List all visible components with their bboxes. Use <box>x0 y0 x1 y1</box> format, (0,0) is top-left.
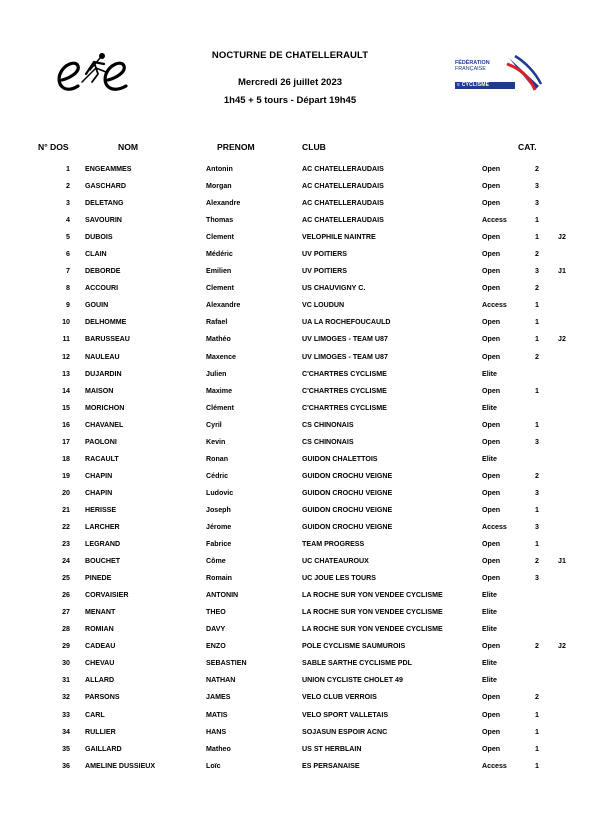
cell-prenom: Kevin <box>206 437 226 446</box>
cell-type: Open <box>482 557 501 566</box>
cell-cat: 1 <box>535 505 539 514</box>
ffc-logo-bar: ≡ CYCLISME <box>455 82 515 89</box>
cell-club: AC CHATELLERAUDAIS <box>302 165 384 173</box>
cell-club: UV POITIERS <box>302 267 347 276</box>
cell-club: VELOPHILE NAINTRE <box>302 233 376 242</box>
cell-dos: 30 <box>62 659 70 668</box>
cell-nom: DUBOIS <box>85 233 113 242</box>
cell-type: Access <box>482 522 507 531</box>
cell-cat: 2 <box>535 165 539 173</box>
cell-nom: RULLIER <box>85 727 116 736</box>
cell-type: Elite <box>482 369 497 378</box>
table-row <box>0 574 600 591</box>
cell-prenom: DAVY <box>206 625 226 634</box>
cell-club: C'CHARTRES CYCLISME <box>302 403 387 412</box>
table-row <box>0 728 600 745</box>
table-row <box>0 250 600 267</box>
table-header <box>0 142 600 156</box>
cell-prenom: HANS <box>206 727 227 736</box>
cell-club: GUIDON CHALETTOIS <box>302 454 378 463</box>
cell-nom: ACCOURI <box>85 284 119 293</box>
cell-type: Open <box>482 693 501 702</box>
cell-dos: 21 <box>62 505 70 514</box>
cell-dos: 28 <box>62 625 70 634</box>
cell-club: LA ROCHE SUR YON VENDEE CYCLISME <box>302 625 443 634</box>
cell-nom: ROMIAN <box>85 625 114 634</box>
cell-prenom: JAMES <box>206 693 231 702</box>
cell-sub: J2 <box>558 335 566 344</box>
cell-dos: 23 <box>62 540 70 549</box>
cell-type: Open <box>482 420 501 429</box>
cell-type: Open <box>482 471 501 480</box>
cell-prenom: Morgan <box>206 182 232 191</box>
cell-dos: 31 <box>62 676 70 685</box>
table-row <box>0 591 600 608</box>
cell-prenom: Maxence <box>206 352 236 361</box>
cell-type: Open <box>482 267 501 276</box>
table-row <box>0 676 600 693</box>
cell-nom: PINEDE <box>85 574 112 583</box>
cell-club: UV POITIERS <box>302 250 347 259</box>
cell-club: TEAM PROGRESS <box>302 540 365 549</box>
header-cat: CAT. <box>518 142 537 152</box>
cell-nom: MAISON <box>85 386 114 395</box>
cell-type: Open <box>482 318 501 327</box>
ffc-logo-text: FÉDÉRATION FRANÇAISE <box>455 60 490 72</box>
table-row <box>0 438 600 455</box>
cell-nom: PARSONS <box>85 693 120 702</box>
cell-prenom: Clement <box>206 233 234 242</box>
cell-dos: 18 <box>62 454 70 463</box>
cell-club: CS CHINONAIS <box>302 420 354 429</box>
cell-club: UV LIMOGES - TEAM U87 <box>302 352 388 361</box>
cell-type: Open <box>482 710 501 719</box>
cell-dos: 12 <box>62 352 70 361</box>
cell-nom: DELETANG <box>85 199 124 208</box>
cell-club: UC CHATEAUROUX <box>302 557 369 566</box>
table-row <box>0 284 600 301</box>
cell-club: CS CHINONAIS <box>302 437 354 446</box>
cell-dos: 11 <box>62 335 70 344</box>
ffc-swoosh-icon <box>505 54 547 94</box>
cell-type: Elite <box>482 454 497 463</box>
header-club: CLUB <box>302 142 326 152</box>
cell-prenom: Côme <box>206 557 226 566</box>
club-logo-cyclist <box>52 44 148 100</box>
cell-cat: 3 <box>535 199 539 208</box>
cell-prenom: Fabrice <box>206 540 232 549</box>
cell-nom: GAILLARD <box>85 744 122 753</box>
cell-dos: 20 <box>62 488 70 497</box>
cell-dos: 17 <box>62 437 70 446</box>
cell-dos: 7 <box>66 267 70 276</box>
cell-prenom: MATIS <box>206 710 228 719</box>
cell-dos: 29 <box>62 642 70 651</box>
cell-nom: CHEVAU <box>85 659 115 668</box>
table-row <box>0 182 600 199</box>
cell-nom: AMELINE DUSSIEUX <box>85 761 156 770</box>
cell-prenom: Ronan <box>206 454 229 463</box>
cell-prenom: THEO <box>206 608 226 617</box>
cell-club: C'CHARTRES CYCLISME <box>302 386 387 395</box>
cell-club: UA LA ROCHEFOUCAULD <box>302 318 391 327</box>
table-row <box>0 472 600 489</box>
cell-type: Open <box>482 165 501 173</box>
cell-nom: BARUSSEAU <box>85 335 130 344</box>
cell-cat: 2 <box>535 352 539 361</box>
cell-club: VELO CLUB VERROIS <box>302 693 377 702</box>
cell-nom: DEBORDE <box>85 267 121 276</box>
cell-club: GUIDON CROCHU VEIGNE <box>302 505 393 514</box>
cell-cat: 2 <box>535 557 539 566</box>
cell-prenom: ENZO <box>206 642 226 651</box>
cell-dos: 6 <box>66 250 70 259</box>
cell-nom: CLAIN <box>85 250 107 259</box>
cell-cat: 1 <box>535 318 539 327</box>
cell-cat: 1 <box>535 301 539 310</box>
cell-type: Open <box>482 540 501 549</box>
cell-prenom: Rafael <box>206 318 228 327</box>
cell-club: US CHAUVIGNY C. <box>302 284 366 293</box>
cell-dos: 14 <box>62 386 70 395</box>
cell-club: ES PERSANAISE <box>302 761 360 770</box>
cell-dos: 8 <box>66 284 70 293</box>
table-row <box>0 387 600 404</box>
cell-cat: 2 <box>535 693 539 702</box>
cell-prenom: Alexandre <box>206 199 241 208</box>
table-row <box>0 353 600 370</box>
cell-prenom: Matheo <box>206 744 231 753</box>
cell-type: Elite <box>482 403 497 412</box>
table-row <box>0 745 600 762</box>
cell-cat: 1 <box>535 386 539 395</box>
cell-prenom: Ludovic <box>206 488 234 497</box>
cell-club: GUIDON CROCHU VEIGNE <box>302 471 393 480</box>
cell-cat: 1 <box>535 335 539 344</box>
table-row <box>0 762 600 779</box>
cell-type: Open <box>482 199 501 208</box>
cell-cat: 1 <box>535 761 539 770</box>
cell-type: Open <box>482 250 501 259</box>
cell-type: Open <box>482 642 501 651</box>
cell-type: Open <box>482 488 501 497</box>
cell-prenom: Clement <box>206 284 234 293</box>
table-row <box>0 233 600 250</box>
cell-nom: CORVAISIER <box>85 591 129 600</box>
cell-dos: 24 <box>62 557 70 566</box>
cell-dos: 4 <box>66 216 70 225</box>
table-row <box>0 455 600 472</box>
cell-club: C'CHARTRES CYCLISME <box>302 369 387 378</box>
cell-prenom: Mathéo <box>206 335 231 344</box>
cell-dos: 35 <box>62 744 70 753</box>
table-row <box>0 216 600 233</box>
event-title: NOCTURNE DE CHATELLERAULT <box>211 50 369 61</box>
cell-sub: J1 <box>558 267 566 276</box>
cell-club: UNION CYCLISTE CHOLET 49 <box>302 676 403 685</box>
cell-nom: DELHOMME <box>85 318 127 327</box>
table-row <box>0 370 600 387</box>
cell-club: AC CHATELLERAUDAIS <box>302 216 384 225</box>
cell-prenom: Maxime <box>206 386 233 395</box>
cell-nom: LARCHER <box>85 522 120 531</box>
cell-type: Open <box>482 284 501 293</box>
cell-sub: J1 <box>558 557 566 566</box>
cell-club: GUIDON CROCHU VEIGNE <box>302 522 393 531</box>
cell-cat: 1 <box>535 216 539 225</box>
cell-club: UC JOUE LES TOURS <box>302 574 376 583</box>
table-row <box>0 335 600 352</box>
cell-dos: 33 <box>62 710 70 719</box>
cell-dos: 27 <box>62 608 70 617</box>
cell-type: Access <box>482 301 507 310</box>
event-schedule: 1h45 + 5 tours - Départ 19h45 <box>223 95 357 106</box>
table-row <box>0 711 600 728</box>
cell-cat: 3 <box>535 574 539 583</box>
cell-nom: DUJARDIN <box>85 369 122 378</box>
cell-dos: 10 <box>62 318 70 327</box>
cell-type: Elite <box>482 676 497 685</box>
cell-dos: 25 <box>62 574 70 583</box>
table-row <box>0 557 600 574</box>
cell-dos: 22 <box>62 522 70 531</box>
cell-sub: J2 <box>558 233 566 242</box>
header-dos: N° DOS <box>38 142 69 152</box>
cell-club: SABLE SARTHE CYCLISME PDL <box>302 659 412 668</box>
cell-prenom: Clément <box>206 403 234 412</box>
cell-cat: 3 <box>535 182 539 191</box>
table-row <box>0 199 600 216</box>
cell-cat: 1 <box>535 710 539 719</box>
cell-prenom: Thomas <box>206 216 234 225</box>
table-row <box>0 165 600 182</box>
cell-cat: 1 <box>535 727 539 736</box>
cell-type: Elite <box>482 625 497 634</box>
table-row <box>0 421 600 438</box>
cell-nom: CHAPIN <box>85 488 113 497</box>
cell-prenom: ANTONIN <box>206 591 239 600</box>
cell-club: POLE CYCLISME SAUMUROIS <box>302 642 406 651</box>
table-row <box>0 540 600 557</box>
header-nom: NOM <box>118 142 139 152</box>
table-row <box>0 506 600 523</box>
cell-cat: 3 <box>535 267 539 276</box>
cell-type: Open <box>482 182 501 191</box>
cell-nom: HERISSE <box>85 505 117 514</box>
cell-dos: 3 <box>66 199 70 208</box>
cell-club: VC LOUDUN <box>302 301 345 310</box>
cell-prenom: Jérome <box>206 522 232 531</box>
cell-prenom: SEBASTIEN <box>206 659 247 668</box>
cell-dos: 16 <box>62 420 70 429</box>
event-title-block <box>180 50 400 106</box>
cell-type: Open <box>482 335 501 344</box>
cell-prenom: Cédric <box>206 471 229 480</box>
cell-dos: 2 <box>66 182 70 191</box>
cell-club: LA ROCHE SUR YON VENDEE CYCLISME <box>302 591 443 600</box>
table-row <box>0 404 600 421</box>
header-prenom: PRENOM <box>217 142 255 152</box>
cell-cat: 2 <box>535 250 539 259</box>
cell-type: Open <box>482 505 501 514</box>
cell-prenom: Loïc <box>206 761 221 770</box>
cell-cat: 1 <box>535 540 539 549</box>
cell-prenom: Emilien <box>206 267 232 276</box>
cell-nom: CADEAU <box>85 642 116 651</box>
cell-type: Access <box>482 216 507 225</box>
cell-nom: CHAVANEL <box>85 420 124 429</box>
table-row <box>0 523 600 540</box>
cell-dos: 1 <box>66 165 70 173</box>
cell-nom: CARL <box>85 710 105 719</box>
cell-cat: 1 <box>535 744 539 753</box>
cell-prenom: Antonin <box>206 165 233 173</box>
cell-type: Open <box>482 386 501 395</box>
cell-cat: 2 <box>535 471 539 480</box>
cell-sub: J2 <box>558 642 566 651</box>
table-row <box>0 642 600 659</box>
cell-club: AC CHATELLERAUDAIS <box>302 199 384 208</box>
rider-list <box>0 165 600 779</box>
cell-cat: 2 <box>535 642 539 651</box>
cell-type: Open <box>482 233 501 242</box>
cell-nom: NAULEAU <box>85 352 120 361</box>
cell-cat: 3 <box>535 522 539 531</box>
cell-type: Open <box>482 352 501 361</box>
cell-cat: 1 <box>535 233 539 242</box>
event-date: Mercredi 26 juillet 2023 <box>237 77 343 88</box>
cell-nom: MORICHON <box>85 403 125 412</box>
cell-club: GUIDON CROCHU VEIGNE <box>302 488 393 497</box>
table-row <box>0 489 600 506</box>
ffc-logo <box>455 52 547 102</box>
cell-nom: ENGEAMMES <box>85 165 132 173</box>
cell-nom: LEGRAND <box>85 540 121 549</box>
cell-dos: 9 <box>66 301 70 310</box>
cell-cat: 1 <box>535 420 539 429</box>
cell-nom: GOUIN <box>85 301 109 310</box>
table-row <box>0 659 600 676</box>
cell-cat: 2 <box>535 284 539 293</box>
cell-type: Elite <box>482 608 497 617</box>
table-row <box>0 267 600 284</box>
cell-prenom: Romain <box>206 574 233 583</box>
cell-prenom: Julien <box>206 369 227 378</box>
cell-prenom: NATHAN <box>206 676 236 685</box>
table-row <box>0 301 600 318</box>
cell-nom: ALLARD <box>85 676 115 685</box>
cell-cat: 3 <box>535 437 539 446</box>
cell-club: AC CHATELLERAUDAIS <box>302 182 384 191</box>
cell-dos: 32 <box>62 693 70 702</box>
cell-cat: 3 <box>535 488 539 497</box>
cell-prenom: Alexandre <box>206 301 241 310</box>
cell-dos: 15 <box>62 403 70 412</box>
cell-dos: 19 <box>62 471 70 480</box>
cell-dos: 13 <box>62 369 70 378</box>
cell-type: Open <box>482 744 501 753</box>
cell-nom: BOUCHET <box>85 557 121 566</box>
cell-type: Open <box>482 574 501 583</box>
cell-type: Open <box>482 437 501 446</box>
table-row <box>0 608 600 625</box>
cell-type: Elite <box>482 591 497 600</box>
cell-club: SOJASUN ESPOIR ACNC <box>302 727 388 736</box>
cell-prenom: Médéric <box>206 250 233 259</box>
cell-club: US ST HERBLAIN <box>302 744 362 753</box>
cell-dos: 34 <box>62 727 70 736</box>
cell-nom: PAOLONI <box>85 437 117 446</box>
cell-club: VELO SPORT VALLETAIS <box>302 710 389 719</box>
cell-prenom: Cyril <box>206 420 222 429</box>
table-row <box>0 693 600 710</box>
table-row <box>0 318 600 335</box>
cell-nom: SAVOURIN <box>85 216 122 225</box>
cell-nom: RACAULT <box>85 454 119 463</box>
cell-dos: 26 <box>62 591 70 600</box>
cell-type: Elite <box>482 659 497 668</box>
cell-prenom: Joseph <box>206 505 231 514</box>
table-row <box>0 625 600 642</box>
cell-type: Open <box>482 727 501 736</box>
cell-dos: 36 <box>62 761 70 770</box>
cell-nom: CHAPIN <box>85 471 113 480</box>
cell-nom: GASCHARD <box>85 182 126 191</box>
cell-dos: 5 <box>66 233 70 242</box>
cell-club: LA ROCHE SUR YON VENDEE CYCLISME <box>302 608 443 617</box>
cell-type: Access <box>482 761 507 770</box>
cell-nom: MENANT <box>85 608 116 617</box>
cell-club: UV LIMOGES - TEAM U87 <box>302 335 388 344</box>
